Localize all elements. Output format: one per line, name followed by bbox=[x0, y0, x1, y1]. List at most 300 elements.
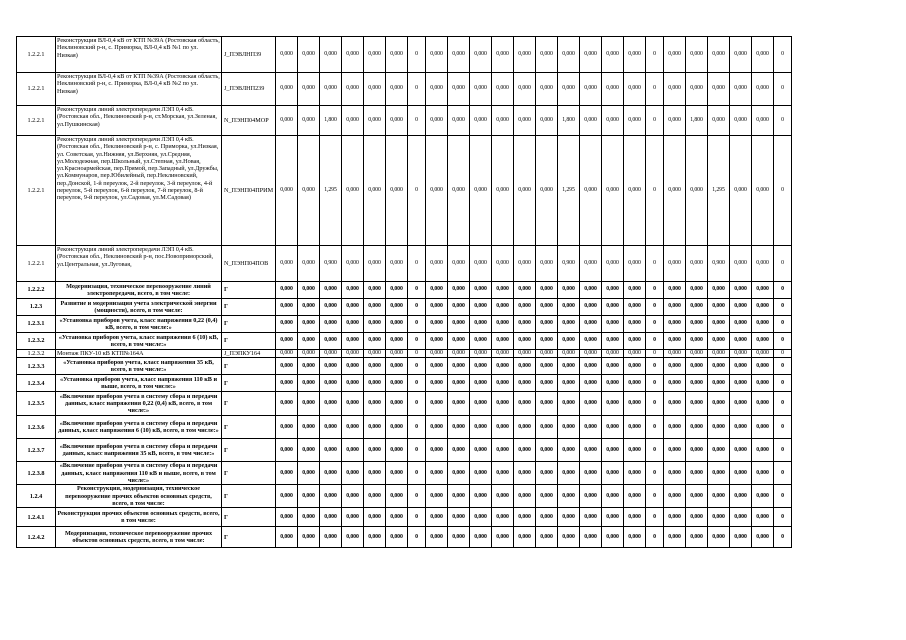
row-number: 1.2.4.1 bbox=[17, 508, 56, 527]
value-cell: 0,000 bbox=[448, 136, 470, 246]
value-cell: 0,000 bbox=[580, 508, 602, 527]
value-cell: 0,000 bbox=[514, 73, 536, 106]
value-cell: 0,000 bbox=[364, 333, 386, 350]
value-cell: 0,000 bbox=[730, 392, 752, 416]
value-cell: 0 bbox=[408, 282, 426, 299]
value-cell: 0,000 bbox=[602, 136, 624, 246]
table-row bbox=[17, 350, 792, 358]
row-number: 1.2.2.1 bbox=[17, 37, 56, 73]
row-number: 1.2.2.2 bbox=[17, 282, 56, 299]
value-cell: 0,000 bbox=[536, 439, 558, 462]
value-cell: 0,000 bbox=[580, 375, 602, 392]
value-cell: 0,000 bbox=[686, 316, 708, 333]
value-cell: 0,000 bbox=[276, 246, 298, 282]
value-cell: 0,000 bbox=[386, 73, 408, 106]
value-cell: 0,000 bbox=[426, 358, 448, 375]
value-cell: 0,000 bbox=[624, 136, 646, 246]
value-cell: 0,000 bbox=[686, 462, 708, 485]
value-cell: 0 bbox=[408, 439, 426, 462]
value-cell: 0,000 bbox=[386, 485, 408, 508]
value-cell: 0,000 bbox=[386, 246, 408, 282]
value-cell: 0,000 bbox=[664, 358, 686, 375]
value-cell: 0,000 bbox=[686, 37, 708, 73]
value-cell: 1,295 bbox=[708, 136, 730, 246]
row-name: «Включение приборов учета в систему сбора и передачи данных, класс напряжения 110 кВ и выше, всего, в том числе:» bbox=[56, 462, 222, 485]
value-cell: 0,000 bbox=[580, 358, 602, 375]
value-cell: 0,000 bbox=[602, 299, 624, 316]
value-cell: 0,000 bbox=[708, 106, 730, 136]
value-cell: 0,000 bbox=[686, 350, 708, 358]
value-cell: 0,000 bbox=[580, 136, 602, 246]
row-id: Г bbox=[222, 462, 276, 485]
value-cell: 0,000 bbox=[386, 392, 408, 416]
value-cell: 0,000 bbox=[298, 508, 320, 527]
value-cell: 0,000 bbox=[342, 106, 364, 136]
value-cell: 0,000 bbox=[320, 439, 342, 462]
value-cell: 0,000 bbox=[470, 136, 492, 246]
value-cell: 0,000 bbox=[664, 485, 686, 508]
value-cell: 0,000 bbox=[580, 299, 602, 316]
value-cell: 0,000 bbox=[426, 416, 448, 439]
value-cell: 0,000 bbox=[558, 375, 580, 392]
value-cell: 0,000 bbox=[342, 136, 364, 246]
value-cell: 0,000 bbox=[730, 37, 752, 73]
value-cell: 0,000 bbox=[492, 299, 514, 316]
row-name: Развитие и модернизация учета электрической энергии (мощности), всего, в том числе: bbox=[56, 299, 222, 316]
row-number: 1.2.2.1 bbox=[17, 73, 56, 106]
value-cell: 0,000 bbox=[426, 246, 448, 282]
value-cell: 1,295 bbox=[320, 136, 342, 246]
value-cell: 0,000 bbox=[276, 106, 298, 136]
value-cell: 0,000 bbox=[558, 439, 580, 462]
value-cell: 0,000 bbox=[298, 73, 320, 106]
value-cell: 0,000 bbox=[664, 282, 686, 299]
value-cell: 0,000 bbox=[536, 462, 558, 485]
value-cell: 0,000 bbox=[492, 246, 514, 282]
value-cell: 0,000 bbox=[298, 392, 320, 416]
value-cell: 0,000 bbox=[580, 527, 602, 548]
value-cell: 0,000 bbox=[580, 282, 602, 299]
value-cell: 0,000 bbox=[536, 392, 558, 416]
value-cell: 0,000 bbox=[580, 37, 602, 73]
value-cell: 0,000 bbox=[580, 392, 602, 416]
value-cell: 0,000 bbox=[386, 416, 408, 439]
value-cell: 0,000 bbox=[320, 350, 342, 358]
value-cell: 0,000 bbox=[602, 358, 624, 375]
value-cell: 0,000 bbox=[492, 527, 514, 548]
value-cell: 0,000 bbox=[342, 416, 364, 439]
value-cell: 0,000 bbox=[558, 350, 580, 358]
value-cell: 0,000 bbox=[448, 106, 470, 136]
value-cell: 0,000 bbox=[730, 136, 752, 246]
value-cell: 0,000 bbox=[558, 316, 580, 333]
value-cell: 0,000 bbox=[730, 246, 752, 282]
value-cell: 0,000 bbox=[492, 358, 514, 375]
value-cell: 0 bbox=[408, 392, 426, 416]
value-cell: 0,000 bbox=[492, 439, 514, 462]
value-cell: 0,000 bbox=[426, 136, 448, 246]
value-cell: 0,000 bbox=[448, 439, 470, 462]
value-cell: 0 bbox=[646, 508, 664, 527]
row-id: Г bbox=[222, 316, 276, 333]
value-cell: 0,000 bbox=[664, 439, 686, 462]
value-cell: 0,000 bbox=[602, 485, 624, 508]
value-cell: 0,000 bbox=[342, 527, 364, 548]
value-cell: 0,000 bbox=[752, 282, 774, 299]
value-cell: 0,000 bbox=[276, 299, 298, 316]
value-cell: 0,000 bbox=[426, 73, 448, 106]
value-cell: 0,000 bbox=[470, 299, 492, 316]
value-cell: 0,000 bbox=[624, 37, 646, 73]
row-number: 1.2.3.3 bbox=[17, 358, 56, 375]
value-cell: 0 bbox=[408, 316, 426, 333]
value-cell: 0,000 bbox=[708, 333, 730, 350]
value-cell: 0 bbox=[646, 299, 664, 316]
value-cell: 0,000 bbox=[276, 416, 298, 439]
value-cell: 0,000 bbox=[492, 73, 514, 106]
row-name: Реконструкция ВЛ-0,4 кВ от КТП №39А (Ростовская область, Неклиновский р-н, с. Приморка, ВЛ-0,4 кВ №2 по ул. Низкая) bbox=[56, 73, 222, 106]
value-cell: 0,000 bbox=[514, 416, 536, 439]
value-cell: 0,000 bbox=[624, 439, 646, 462]
value-cell: 0,000 bbox=[536, 316, 558, 333]
value-cell: 0,000 bbox=[470, 106, 492, 136]
value-cell: 0,000 bbox=[298, 358, 320, 375]
value-cell: 0,000 bbox=[580, 333, 602, 350]
value-cell: 0,000 bbox=[580, 485, 602, 508]
value-cell: 0 bbox=[774, 333, 792, 350]
value-cell: 0,000 bbox=[580, 350, 602, 358]
value-cell: 0,000 bbox=[470, 375, 492, 392]
value-cell: 0,000 bbox=[752, 37, 774, 73]
value-cell: 0,000 bbox=[426, 439, 448, 462]
value-cell: 0 bbox=[408, 485, 426, 508]
value-cell: 0,000 bbox=[342, 439, 364, 462]
value-cell: 0 bbox=[774, 392, 792, 416]
row-name: Реконструкция прочих объектов основных средств, всего, в том числе: bbox=[56, 508, 222, 527]
value-cell: 0,000 bbox=[686, 282, 708, 299]
value-cell: 0,000 bbox=[364, 462, 386, 485]
value-cell: 0,000 bbox=[320, 508, 342, 527]
value-cell: 0,000 bbox=[386, 462, 408, 485]
table-row bbox=[17, 299, 792, 316]
value-cell: 0 bbox=[408, 462, 426, 485]
row-id: J_ПЭВЛНП39 bbox=[222, 37, 276, 73]
row-id: J_ПЭПКУ164 bbox=[222, 350, 276, 358]
value-cell: 0,000 bbox=[686, 508, 708, 527]
value-cell: 0,000 bbox=[686, 527, 708, 548]
value-cell: 0 bbox=[646, 527, 664, 548]
value-cell: 0,000 bbox=[448, 246, 470, 282]
value-cell: 0,000 bbox=[470, 316, 492, 333]
value-cell: 0,000 bbox=[624, 106, 646, 136]
value-cell: 0,000 bbox=[664, 333, 686, 350]
value-cell: 0,000 bbox=[298, 439, 320, 462]
value-cell: 0 bbox=[774, 316, 792, 333]
value-cell: 0,000 bbox=[536, 136, 558, 246]
value-cell: 0,000 bbox=[708, 439, 730, 462]
value-cell: 0,000 bbox=[276, 508, 298, 527]
value-cell: 0,000 bbox=[752, 106, 774, 136]
table-body bbox=[17, 37, 792, 548]
value-cell: 0,000 bbox=[298, 37, 320, 73]
value-cell: 0,000 bbox=[364, 439, 386, 462]
row-name: Модернизация, техническое перевооружение прочих объектов основных средств, всего, в том числе: bbox=[56, 527, 222, 548]
value-cell: 0,000 bbox=[386, 527, 408, 548]
value-cell: 0,000 bbox=[602, 508, 624, 527]
value-cell: 0,000 bbox=[514, 282, 536, 299]
value-cell: 0,000 bbox=[686, 375, 708, 392]
value-cell: 0 bbox=[646, 416, 664, 439]
value-cell: 0,000 bbox=[536, 416, 558, 439]
value-cell: 0,000 bbox=[664, 392, 686, 416]
value-cell: 0,000 bbox=[342, 37, 364, 73]
row-id: Г bbox=[222, 333, 276, 350]
table-row bbox=[17, 316, 792, 333]
value-cell: 0,000 bbox=[664, 527, 686, 548]
value-cell: 0,000 bbox=[448, 462, 470, 485]
value-cell: 0 bbox=[408, 527, 426, 548]
value-cell: 0,000 bbox=[558, 527, 580, 548]
value-cell: 0,000 bbox=[730, 358, 752, 375]
value-cell: 0,000 bbox=[470, 37, 492, 73]
table-row bbox=[17, 136, 792, 246]
value-cell: 0,000 bbox=[470, 282, 492, 299]
value-cell: 0,000 bbox=[276, 485, 298, 508]
value-cell: 0,000 bbox=[276, 358, 298, 375]
value-cell: 0,000 bbox=[752, 333, 774, 350]
value-cell: 0 bbox=[774, 416, 792, 439]
value-cell: 0,000 bbox=[514, 462, 536, 485]
value-cell: 0,000 bbox=[448, 282, 470, 299]
value-cell: 0,000 bbox=[364, 73, 386, 106]
value-cell: 0,000 bbox=[320, 462, 342, 485]
value-cell: 0,000 bbox=[320, 392, 342, 416]
value-cell: 0,000 bbox=[708, 282, 730, 299]
value-cell: 0,000 bbox=[752, 392, 774, 416]
value-cell: 0,000 bbox=[470, 439, 492, 462]
value-cell: 0,000 bbox=[664, 462, 686, 485]
row-name: Реконструкция, модернизация, техническое перевооружение прочих объектов основных средств, всего, в том числе: bbox=[56, 485, 222, 508]
value-cell: 0,000 bbox=[492, 416, 514, 439]
value-cell: 0,000 bbox=[602, 527, 624, 548]
value-cell: 0 bbox=[646, 73, 664, 106]
value-cell: 0,000 bbox=[492, 462, 514, 485]
value-cell: 0,000 bbox=[730, 462, 752, 485]
value-cell: 0,000 bbox=[558, 416, 580, 439]
value-cell: 0,000 bbox=[730, 299, 752, 316]
row-name: «Включение приборов учета в систему сбора и передачи данных, класс напряжения 6 (10) кВ, всего, в том числе:» bbox=[56, 416, 222, 439]
row-id: N_ПЭНП04ПОВ bbox=[222, 246, 276, 282]
row-number: 1.2.2.1 bbox=[17, 246, 56, 282]
value-cell: 0,000 bbox=[708, 508, 730, 527]
value-cell: 0 bbox=[646, 246, 664, 282]
value-cell: 0,000 bbox=[364, 246, 386, 282]
value-cell: 0 bbox=[408, 246, 426, 282]
row-number: 1.2.3.2 bbox=[17, 350, 56, 358]
value-cell: 0,000 bbox=[752, 527, 774, 548]
value-cell: 0,000 bbox=[448, 73, 470, 106]
row-number: 1.2.4 bbox=[17, 485, 56, 508]
value-cell: 0,000 bbox=[426, 316, 448, 333]
value-cell: 0,000 bbox=[730, 527, 752, 548]
value-cell: 0,000 bbox=[470, 508, 492, 527]
value-cell: 0 bbox=[408, 37, 426, 73]
value-cell: 0,000 bbox=[298, 246, 320, 282]
value-cell: 0,000 bbox=[276, 439, 298, 462]
value-cell: 0,000 bbox=[364, 358, 386, 375]
value-cell: 0,000 bbox=[602, 392, 624, 416]
row-number: 1.2.3 bbox=[17, 299, 56, 316]
value-cell: 0,000 bbox=[752, 316, 774, 333]
row-number: 1.2.3.4 bbox=[17, 375, 56, 392]
value-cell: 0,000 bbox=[558, 392, 580, 416]
value-cell: 0,000 bbox=[602, 37, 624, 73]
value-cell: 0,000 bbox=[624, 508, 646, 527]
value-cell: 0,000 bbox=[752, 350, 774, 358]
value-cell: 0,000 bbox=[426, 106, 448, 136]
value-cell: 0,000 bbox=[386, 299, 408, 316]
value-cell: 0,000 bbox=[386, 136, 408, 246]
value-cell: 0,000 bbox=[386, 106, 408, 136]
value-cell: 0,000 bbox=[624, 527, 646, 548]
value-cell: 0,000 bbox=[730, 485, 752, 508]
value-cell: 0 bbox=[408, 375, 426, 392]
value-cell: 0,000 bbox=[602, 350, 624, 358]
value-cell: 0,000 bbox=[752, 485, 774, 508]
value-cell: 0,000 bbox=[342, 333, 364, 350]
value-cell: 0,000 bbox=[664, 299, 686, 316]
value-cell: 0 bbox=[774, 246, 792, 282]
value-cell: 0 bbox=[774, 439, 792, 462]
value-cell: 0,000 bbox=[686, 485, 708, 508]
value-cell: 0,000 bbox=[514, 527, 536, 548]
value-cell: 0 bbox=[774, 358, 792, 375]
value-cell: 0,000 bbox=[276, 392, 298, 416]
value-cell: 0,000 bbox=[426, 527, 448, 548]
value-cell: 0,000 bbox=[492, 485, 514, 508]
value-cell: 0,000 bbox=[686, 299, 708, 316]
value-cell: 0,000 bbox=[602, 333, 624, 350]
value-cell: 0,000 bbox=[752, 358, 774, 375]
value-cell: 0,000 bbox=[602, 246, 624, 282]
value-cell: 0,000 bbox=[752, 508, 774, 527]
value-cell: 0,000 bbox=[602, 375, 624, 392]
value-cell: 0,000 bbox=[514, 106, 536, 136]
value-cell: 0,000 bbox=[624, 282, 646, 299]
value-cell: 0,000 bbox=[536, 508, 558, 527]
value-cell: 0,000 bbox=[558, 485, 580, 508]
value-cell: 0 bbox=[646, 282, 664, 299]
value-cell: 0,000 bbox=[364, 350, 386, 358]
value-cell: 0,000 bbox=[298, 316, 320, 333]
value-cell: 0,000 bbox=[426, 508, 448, 527]
value-cell: 0,000 bbox=[386, 350, 408, 358]
table-row bbox=[17, 439, 792, 462]
row-id: J_ПЭВЛНП239 bbox=[222, 73, 276, 106]
row-name: Монтаж ПКУ-10 кВ КТП№164А bbox=[56, 350, 222, 358]
value-cell: 0,000 bbox=[558, 73, 580, 106]
value-cell: 0 bbox=[774, 282, 792, 299]
value-cell: 0,000 bbox=[514, 375, 536, 392]
value-cell: 0,000 bbox=[364, 282, 386, 299]
value-cell: 0 bbox=[408, 136, 426, 246]
value-cell: 0,000 bbox=[364, 392, 386, 416]
row-number: 1.2.3.7 bbox=[17, 439, 56, 462]
value-cell: 0,000 bbox=[342, 350, 364, 358]
value-cell: 0,000 bbox=[276, 136, 298, 246]
value-cell: 0,000 bbox=[276, 333, 298, 350]
value-cell: 0,000 bbox=[448, 316, 470, 333]
value-cell: 0,000 bbox=[624, 299, 646, 316]
value-cell: 0,000 bbox=[448, 375, 470, 392]
value-cell: 0,000 bbox=[752, 416, 774, 439]
value-cell: 0,000 bbox=[558, 358, 580, 375]
value-cell: 0 bbox=[408, 358, 426, 375]
value-cell: 0,000 bbox=[298, 136, 320, 246]
value-cell: 0 bbox=[646, 333, 664, 350]
row-id: Г bbox=[222, 282, 276, 299]
value-cell: 0,000 bbox=[664, 37, 686, 73]
value-cell: 0,000 bbox=[730, 282, 752, 299]
value-cell: 0 bbox=[774, 73, 792, 106]
value-cell: 0,000 bbox=[664, 375, 686, 392]
value-cell: 0,000 bbox=[320, 527, 342, 548]
value-cell: 0,000 bbox=[426, 392, 448, 416]
value-cell: 0 bbox=[408, 333, 426, 350]
value-cell: 0,000 bbox=[320, 316, 342, 333]
value-cell: 0,000 bbox=[514, 333, 536, 350]
value-cell: 0 bbox=[408, 350, 426, 358]
value-cell: 0,000 bbox=[514, 316, 536, 333]
value-cell: 1,800 bbox=[558, 106, 580, 136]
value-cell: 0,000 bbox=[298, 299, 320, 316]
value-cell: 0,000 bbox=[708, 37, 730, 73]
value-cell: 0,000 bbox=[664, 508, 686, 527]
value-cell: 0,000 bbox=[386, 316, 408, 333]
value-cell: 0,000 bbox=[320, 73, 342, 106]
value-cell: 0 bbox=[408, 73, 426, 106]
value-cell: 0,000 bbox=[708, 73, 730, 106]
value-cell: 0,000 bbox=[730, 73, 752, 106]
value-cell: 0,000 bbox=[558, 333, 580, 350]
value-cell: 0,000 bbox=[448, 358, 470, 375]
value-cell: 0,000 bbox=[730, 375, 752, 392]
value-cell: 0,000 bbox=[448, 333, 470, 350]
value-cell: 0 bbox=[646, 316, 664, 333]
value-cell: 0 bbox=[408, 299, 426, 316]
value-cell: 0 bbox=[774, 485, 792, 508]
row-name: «Установка приборов учета, класс напряжения 0,22 (0,4) кВ, всего, в том числе:» bbox=[56, 316, 222, 333]
value-cell: 0,000 bbox=[536, 299, 558, 316]
value-cell: 0,000 bbox=[426, 485, 448, 508]
value-cell: 0,000 bbox=[470, 416, 492, 439]
value-cell: 0,000 bbox=[448, 350, 470, 358]
row-id: N_ПЭНП04ПРИМ bbox=[222, 136, 276, 246]
table-row bbox=[17, 392, 792, 416]
value-cell: 0,000 bbox=[320, 299, 342, 316]
value-cell: 0,000 bbox=[298, 375, 320, 392]
value-cell: 1,295 bbox=[558, 136, 580, 246]
value-cell: 0,000 bbox=[342, 358, 364, 375]
value-cell: 0,000 bbox=[624, 375, 646, 392]
value-cell: 0,000 bbox=[298, 350, 320, 358]
value-cell: 0,000 bbox=[492, 282, 514, 299]
value-cell: 0,000 bbox=[492, 136, 514, 246]
value-cell: 0,000 bbox=[298, 485, 320, 508]
value-cell: 0,000 bbox=[514, 37, 536, 73]
value-cell: 0,000 bbox=[426, 37, 448, 73]
value-cell: 0,000 bbox=[470, 73, 492, 106]
